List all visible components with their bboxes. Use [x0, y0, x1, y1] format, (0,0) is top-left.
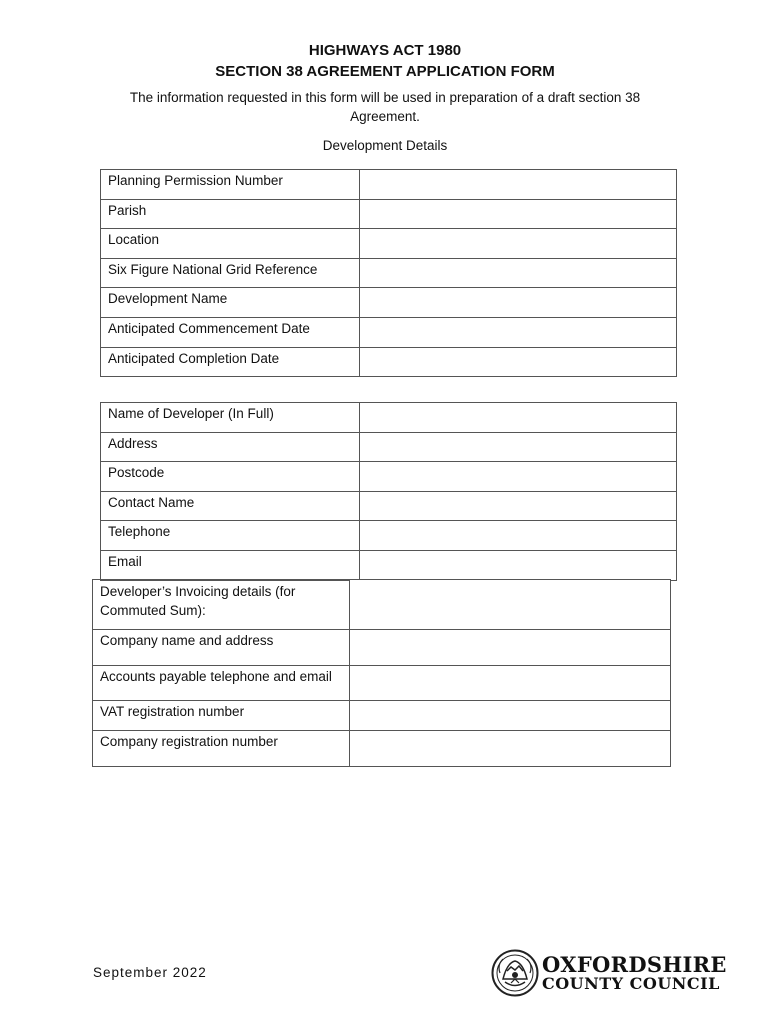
table-row — [101, 550, 677, 580]
location-field[interactable] — [360, 229, 677, 259]
completion-date-field[interactable] — [360, 347, 677, 377]
table-row — [101, 347, 677, 377]
company-registration-field[interactable] — [350, 731, 671, 767]
table-row — [101, 403, 677, 433]
table-row — [101, 317, 677, 347]
table-row — [101, 432, 677, 462]
grid-reference-field[interactable] — [360, 258, 677, 288]
logo-text-line1: OXFORDSHIRE — [542, 952, 727, 977]
table-row — [101, 258, 677, 288]
row-label: Postcode — [101, 462, 360, 492]
row-label: Email — [101, 550, 360, 580]
planning-permission-number-field[interactable] — [360, 170, 677, 200]
table-row — [101, 229, 677, 259]
email-field[interactable] — [360, 550, 677, 580]
row-label: Anticipated Commencement Date — [101, 317, 360, 347]
parish-field[interactable] — [360, 199, 677, 229]
row-label: Developer’s Invoicing details (for Commuted Sum): — [93, 580, 350, 630]
invoicing-details-field[interactable] — [350, 580, 671, 630]
table-row — [101, 199, 677, 229]
form-title-line2: SECTION 38 AGREEMENT APPLICATION FORM — [215, 63, 555, 80]
row-label: Planning Permission Number — [101, 170, 360, 200]
table-row — [101, 491, 677, 521]
council-logo — [491, 949, 727, 997]
postcode-field[interactable] — [360, 462, 677, 492]
row-label: Company name and address — [93, 630, 350, 666]
company-name-address-field[interactable] — [350, 630, 671, 666]
row-label: Development Name — [101, 288, 360, 318]
development-details-table — [100, 169, 677, 377]
table-row — [93, 630, 671, 666]
council-crest-icon — [491, 949, 539, 997]
row-label: Contact Name — [101, 491, 360, 521]
accounts-payable-field[interactable] — [350, 666, 671, 701]
developer-details-table — [100, 402, 677, 581]
footer-date: September 2022 — [93, 965, 207, 980]
table-row — [93, 701, 671, 731]
address-field[interactable] — [360, 432, 677, 462]
row-label: Address — [101, 432, 360, 462]
form-title-line1: HIGHWAYS ACT 1980 — [308, 42, 462, 59]
table-row — [101, 462, 677, 492]
table-row — [93, 580, 671, 630]
row-label: Accounts payable telephone and email — [93, 666, 350, 701]
row-label: VAT registration number — [93, 701, 350, 731]
row-label: Parish — [101, 199, 360, 229]
table-row — [101, 521, 677, 551]
intro-text: The information requested in this form will be used in preparation of a draft section 38 Agreement. — [129, 90, 641, 124]
invoicing-details-table — [92, 579, 671, 767]
row-label: Location — [101, 229, 360, 259]
development-name-field[interactable] — [360, 288, 677, 318]
vat-number-field[interactable] — [350, 701, 671, 731]
development-details-heading: Development Details — [322, 138, 448, 153]
table-row — [101, 288, 677, 318]
logo-text-line2: COUNTY COUNCIL — [542, 974, 720, 993]
commencement-date-field[interactable] — [360, 317, 677, 347]
row-label: Name of Developer (In Full) — [101, 403, 360, 433]
row-label: Anticipated Completion Date — [101, 347, 360, 377]
row-label: Telephone — [101, 521, 360, 551]
developer-name-field[interactable] — [360, 403, 677, 433]
row-label: Six Figure National Grid Reference — [101, 258, 360, 288]
row-label: Company registration number — [93, 731, 350, 767]
contact-name-field[interactable] — [360, 491, 677, 521]
table-row — [93, 731, 671, 767]
telephone-field[interactable] — [360, 521, 677, 551]
table-row — [93, 666, 671, 701]
table-row — [101, 170, 677, 200]
